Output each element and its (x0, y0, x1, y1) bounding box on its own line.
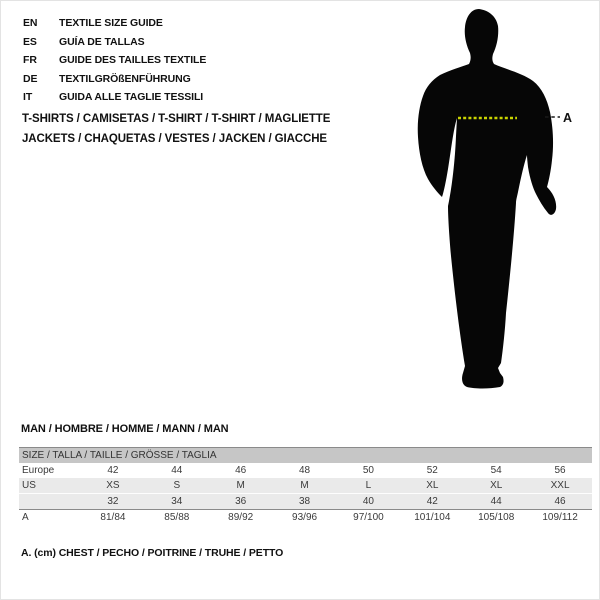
garment-line-jackets: JACKETS / CHAQUETAS / VESTES / JACKEN / GIACCHE (22, 132, 327, 145)
table-cell: 85/88 (164, 512, 190, 523)
size-table-header: SIZE / TALLA / TAILLE / GRÖSSE / TAGLIA (19, 448, 592, 463)
table-cell: 32 (107, 496, 119, 507)
table-cell: 38 (299, 496, 311, 507)
table-cell: 44 (171, 465, 183, 476)
row-label: Europe (22, 465, 55, 476)
language-row-en (23, 14, 206, 33)
table-cell: S (173, 480, 181, 491)
garment-line-tshirts: T-SHIRTS / CAMISETAS / T-SHIRT / T-SHIRT / MAGLIETTE (22, 113, 331, 125)
table-cell: 36 (235, 496, 247, 507)
table-cell: 56 (554, 465, 566, 476)
language-label: GUIDE DES TAILLES TEXTILE (59, 54, 207, 67)
table-cell: XL (490, 480, 503, 491)
table-cell: 81/84 (100, 512, 126, 523)
table-cell: 40 (362, 496, 374, 507)
table-cell: 50 (362, 465, 374, 476)
table-row-us-numeric (19, 493, 592, 509)
language-row-fr (23, 51, 206, 70)
section-title-man: MAN / HOMBRE / HOMME / MANN / MAN (21, 423, 229, 435)
language-code: DE (23, 72, 38, 85)
table-cell: 42 (426, 496, 438, 507)
table-cell: 52 (426, 465, 438, 476)
table-cell: M (236, 480, 245, 491)
language-code: FR (23, 54, 37, 67)
language-code: EN (23, 17, 38, 29)
language-list (23, 14, 206, 107)
language-label: TEXTILGRÖßENFÜHRUNG (59, 72, 191, 85)
language-row-de (23, 70, 206, 89)
table-cell: 97/100 (353, 512, 384, 523)
language-code: ES (23, 35, 37, 48)
table-row-europe (19, 463, 592, 478)
table-cell: XXL (550, 480, 570, 491)
table-cell: 89/92 (228, 512, 254, 523)
garment-categories (22, 110, 330, 149)
table-cell: L (365, 480, 372, 491)
language-row-es (23, 33, 206, 52)
silhouette-body (418, 9, 556, 389)
table-row-chest (19, 509, 592, 526)
table-cell: 34 (171, 496, 183, 507)
measurement-footnote: A. (cm) CHEST / PECHO / POITRINE / TRUHE / PETTO (21, 547, 284, 559)
table-cell: XL (426, 480, 439, 491)
table-cell: 101/104 (414, 512, 451, 523)
table-cell: 54 (490, 465, 502, 476)
language-row-it (23, 88, 206, 107)
table-cell: XS (106, 480, 120, 491)
measure-label-a: A (563, 111, 573, 125)
table-cell: 109/112 (542, 512, 578, 523)
table-cell: 48 (299, 465, 311, 476)
table-cell: 93/96 (292, 512, 318, 523)
table-cell: 46 (554, 496, 566, 507)
size-table (19, 447, 592, 526)
man-silhouette (401, 1, 600, 401)
table-cell: 42 (107, 465, 119, 476)
language-label: TEXTILE SIZE GUIDE (59, 17, 163, 29)
table-cell: M (300, 480, 309, 491)
man-silhouette-figure (401, 1, 600, 401)
language-label: GUÍA DE TALLAS (59, 35, 145, 48)
table-cell: 105/108 (478, 512, 515, 523)
row-label: US (22, 480, 36, 491)
table-row-us (19, 478, 592, 493)
table-cell: 46 (235, 465, 247, 476)
language-code: IT (23, 91, 33, 104)
table-cell: 44 (490, 496, 502, 507)
row-label (19, 494, 81, 509)
language-label: GUIDA ALLE TAGLIE TESSILI (59, 91, 204, 104)
row-label: A (22, 512, 29, 523)
